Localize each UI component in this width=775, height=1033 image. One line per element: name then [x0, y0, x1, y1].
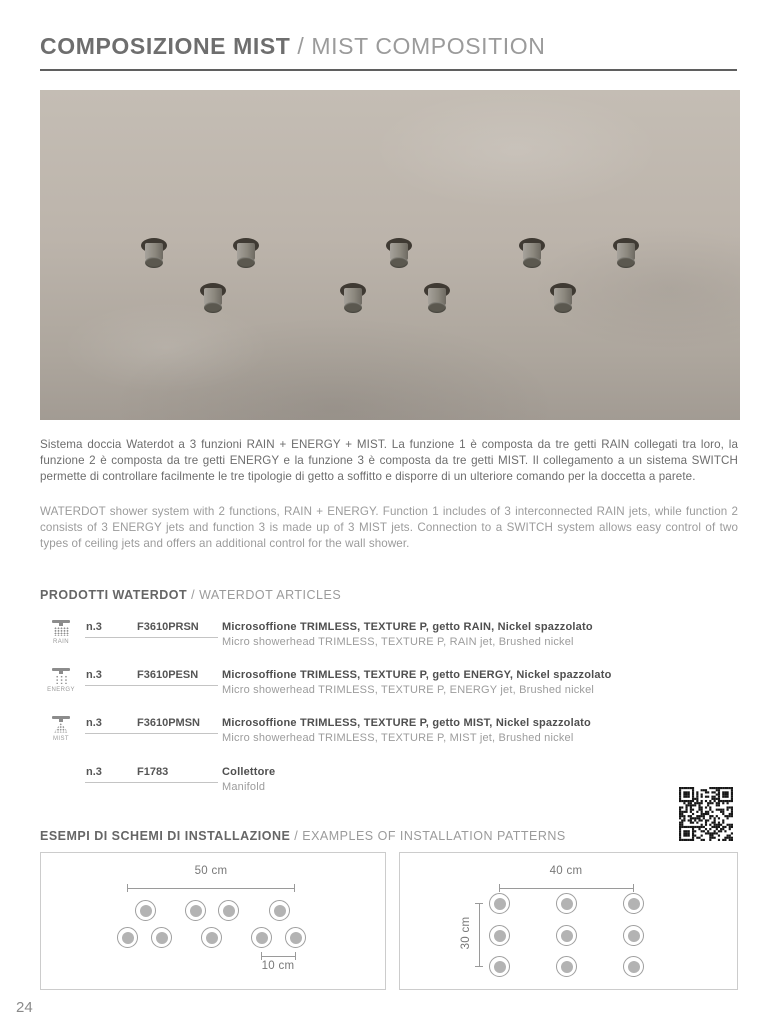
dimension-tick: [261, 952, 262, 960]
jet-dot: [185, 900, 206, 921]
ceiling-jets-photo: [40, 90, 740, 420]
icon-label: ENERGY: [47, 686, 75, 693]
row-divider: [85, 637, 218, 638]
icon-label: RAIN: [53, 638, 69, 645]
heading-separator: /: [187, 588, 200, 602]
jet-dot: [623, 925, 644, 946]
products-section-heading: [40, 588, 341, 602]
jet-dot: [489, 956, 510, 977]
rain-showerhead-icon: [42, 620, 80, 645]
jet-dot: [117, 927, 138, 948]
dimension-tick: [127, 884, 128, 892]
product-row-rain: [40, 620, 737, 660]
product-code: F1783: [137, 766, 169, 778]
product-row-manifold: [40, 765, 737, 805]
product-quantity: n.3: [86, 766, 102, 778]
shower-jet: [519, 238, 545, 268]
shower-jet: [340, 283, 366, 313]
product-description-italian: Microsoffione TRIMLESS, TEXTURE P, getto MIST, Nickel spazzolato: [222, 717, 591, 729]
shower-jet: [386, 238, 412, 268]
intro-paragraph-italian: Sistema doccia Waterdot a 3 funzioni RAIN + ENERGY + MIST. La funzione 1 è composta da tre getti RAIN collegati tra loro, la funzione 2 è composta da tre getti ENERGY e la funzione 3 è composta da tre getti MIST. Il collegamento a un sistema SWITCH permette di controllare facilmente le tre tipologie di getto a soffitto e disporre di un ulteriore comando per la doccetta a parete.: [40, 438, 738, 483]
shower-jet: [200, 283, 226, 313]
page-title-italian: COMPOSIZIONE MIST: [40, 33, 291, 59]
dimension-tick: [475, 966, 483, 967]
shower-jet: [613, 238, 639, 268]
jet-dot: [623, 956, 644, 977]
product-description-english: Manifold: [222, 781, 266, 793]
installation-diagram-staggered: [40, 852, 386, 990]
jet-dot: [251, 927, 272, 948]
title-separator: /: [290, 33, 312, 59]
product-quantity: n.3: [86, 669, 102, 681]
row-divider: [85, 733, 218, 734]
height-dimension-label: 30 cm: [460, 916, 472, 950]
product-description-english: Micro showerhead TRIMLESS, TEXTURE P, RAIN jet, Brushed nickel: [222, 636, 574, 648]
jet-dot: [269, 900, 290, 921]
title-underline: [40, 69, 737, 71]
width-dimension-label: 40 cm: [549, 865, 583, 877]
dimension-line: [127, 888, 295, 889]
jet-dot: [218, 900, 239, 921]
dimension-line: [499, 888, 633, 889]
heading-separator: /: [290, 829, 303, 843]
shower-jet: [550, 283, 576, 313]
jet-dot: [556, 956, 577, 977]
installation-heading-english: EXAMPLES OF INSTALLATION PATTERNS: [302, 829, 566, 843]
dimension-tick: [499, 884, 500, 892]
product-code: F3610PRSN: [137, 621, 199, 633]
products-heading-italian: PRODOTTI WATERDOT: [40, 588, 188, 602]
product-code: F3610PMSN: [137, 717, 200, 729]
intro-paragraph-english: WATERDOT shower system with 2 functions, RAIN + ENERGY. Function 1 includes of 3 interconnected RAIN jets, while function 2 consists of 3 ENERGY jets and function 3 is made up of 3 MIST jets. Connection to a SWITCH system allows easy control of two types of ceiling jets and offers an additional control for the wall shower.: [40, 505, 738, 550]
width-dimension-label: 50 cm: [194, 865, 228, 877]
mist-showerhead-icon: [42, 716, 80, 742]
product-description-italian: Collettore: [222, 766, 276, 778]
installation-section-heading: [40, 829, 566, 843]
page-title-english: MIST COMPOSITION: [311, 33, 546, 59]
energy-showerhead-icon: [42, 668, 80, 693]
qr-code: [679, 787, 733, 841]
product-quantity: n.3: [86, 621, 102, 633]
row-divider: [85, 782, 218, 783]
jet-dot: [285, 927, 306, 948]
product-description-italian: Microsoffione TRIMLESS, TEXTURE P, getto ENERGY, Nickel spazzolato: [222, 669, 612, 681]
jet-dot: [201, 927, 222, 948]
jet-dot: [556, 925, 577, 946]
dimension-tick: [294, 884, 295, 892]
jet-dot: [151, 927, 172, 948]
installation-diagram-grid: [399, 852, 738, 990]
products-heading-english: WATERDOT ARTICLES: [199, 588, 342, 602]
product-code: F3610PESN: [137, 669, 199, 681]
spacing-dimension-label: 10 cm: [261, 960, 295, 972]
jet-dot: [623, 893, 644, 914]
page-number: 24: [16, 999, 33, 1016]
shower-jet: [233, 238, 259, 268]
shower-jet: [424, 283, 450, 313]
page-title: [40, 33, 737, 60]
shower-jet: [141, 238, 167, 268]
product-description-italian: Microsoffione TRIMLESS, TEXTURE P, getto RAIN, Nickel spazzolato: [222, 621, 593, 633]
dimension-line: [479, 903, 480, 966]
dimension-tick: [475, 903, 483, 904]
product-quantity: n.3: [86, 717, 102, 729]
dimension-tick: [633, 884, 634, 892]
jet-dot: [489, 893, 510, 914]
dimension-line: [261, 956, 295, 957]
jet-dot: [556, 893, 577, 914]
jet-dot: [489, 925, 510, 946]
product-description-english: Micro showerhead TRIMLESS, TEXTURE P, ENERGY jet, Brushed nickel: [222, 684, 595, 696]
jet-dot: [135, 900, 156, 921]
product-row-energy: [40, 668, 737, 708]
dimension-tick: [295, 952, 296, 960]
product-row-mist: [40, 716, 737, 756]
icon-label: MIST: [53, 735, 69, 742]
row-divider: [85, 685, 218, 686]
product-description-english: Micro showerhead TRIMLESS, TEXTURE P, MIST jet, Brushed nickel: [222, 732, 574, 744]
installation-heading-italian: ESEMPI DI SCHEMI DI INSTALLAZIONE: [40, 829, 291, 843]
